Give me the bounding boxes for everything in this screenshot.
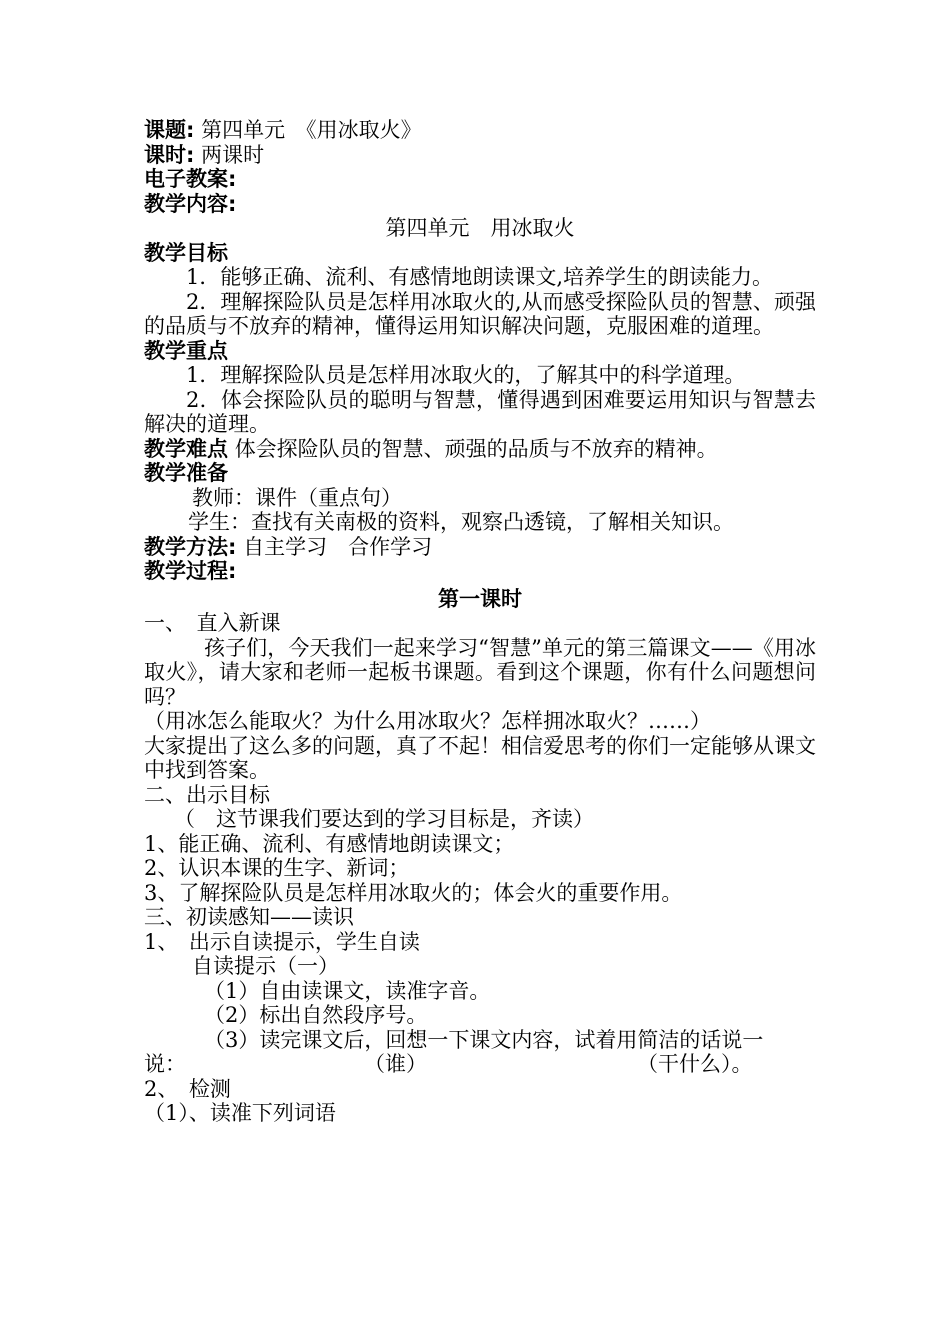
self-read-tip-3-cont (144, 1052, 816, 1077)
section1-para1: 孩子们，今天我们一起来学习“智慧”单元的第三篇课文——《用冰取火》，请大家和老师一起板书课题。看到这个课题，你有什么问题想问吗？ (144, 635, 816, 709)
goals-heading: 教学目标 (144, 240, 228, 265)
section2-goal2: 2、认识本课的生字、新词； (144, 856, 410, 880)
topic-line (144, 118, 816, 143)
difficulty-text: 体会探险队员的智慧、顽强的品质与不放弃的精神。 (234, 436, 718, 461)
method-text: 自主学习 合作学习 (243, 534, 433, 559)
topic-label: 课题: (144, 118, 195, 142)
self-read-tip-title: 自读提示（一） (192, 954, 339, 978)
section1-para2: （用冰怎么能取火？为什么用冰取火？怎样拥冰取火？……） (144, 709, 711, 733)
prep-heading: 教学准备 (144, 461, 228, 485)
prep-teacher: 教师：课件（重点句） (192, 485, 402, 510)
lesson-plan-page (144, 118, 816, 1126)
self-read-tip-3: （3）读完课文后，回想一下课文内容，试着用简洁的话说一 (204, 1027, 764, 1052)
process-heading: 教学过程: (144, 559, 237, 583)
self-read-tip-1: （1）自由读课文，读准字音。 (204, 978, 491, 1003)
difficulty-line (144, 437, 816, 462)
key-point-2: 2．体会探险队员的聪明与智慧，懂得遇到困难要运用知识与智慧去解决的道理。 (144, 387, 816, 436)
tip3-say: 说： (144, 1052, 186, 1076)
section2-title: 二、出示目标 (144, 782, 270, 807)
section1-para3: 大家提出了这么多的问题，真了不起！相信爱思考的你们一定能够从课文中找到答案。 (144, 733, 816, 782)
section3-title: 三、初读感知——读识 (144, 905, 354, 929)
method-line (144, 535, 816, 560)
tip3-what-blank: （干什么）。 (637, 1052, 753, 1076)
goal-item-1: 1．能够正确、流利、有感情地朗读课文,培养学生的朗读能力。 (186, 265, 774, 289)
hours-value: 两课时 (201, 142, 265, 167)
lesson-title: 第一课时 (438, 586, 522, 611)
goal-item-2: 2．理解探险队员是怎样用冰取火的,从而感受探险队员的智慧、顽强的品质与不放弃的精神，懂得运用知识解决问题，克服困难的道理。 (144, 289, 816, 338)
topic-value: 第四单元 《用冰取火》 (201, 118, 422, 142)
key-point-1: 1．理解探险队员是怎样用冰取火的，了解其中的科学道理。 (186, 363, 746, 387)
section2-intro: （ 这节课我们要达到的学习目标是，齐读） (174, 807, 594, 831)
difficulty-heading: 教学难点 (144, 436, 228, 461)
hours-line (144, 143, 816, 168)
section1-title: 一、 直入新课 (144, 611, 281, 635)
hours-label: 课时: (144, 142, 195, 167)
content-label: 教学内容: (144, 191, 237, 216)
section3-check1: （1）、读准下列词语 (144, 1101, 336, 1125)
section2-goal3: 3、了解探险队员是怎样用冰取火的；体会火的重要作用。 (144, 880, 683, 905)
tip3-who-blank: （谁） (364, 1052, 427, 1076)
prep-student: 学生：查找有关南极的资料，观察凸透镜，了解相关知识。 (188, 510, 734, 534)
section2-goal1: 1、能正确、流利、有感情地朗读课文； (144, 831, 515, 856)
unit-title: 第四单元 用冰取火 (385, 216, 575, 240)
ecase-label: 电子教案: (144, 167, 237, 191)
key-points-heading: 教学重点 (144, 338, 228, 363)
method-heading: 教学方法: (144, 534, 237, 559)
section3-step2: 2、 检测 (144, 1076, 231, 1101)
section3-step1: 1、 出示自读提示，学生自读 (144, 929, 420, 954)
self-read-tip-2: （2）标出自然段序号。 (204, 1003, 428, 1027)
